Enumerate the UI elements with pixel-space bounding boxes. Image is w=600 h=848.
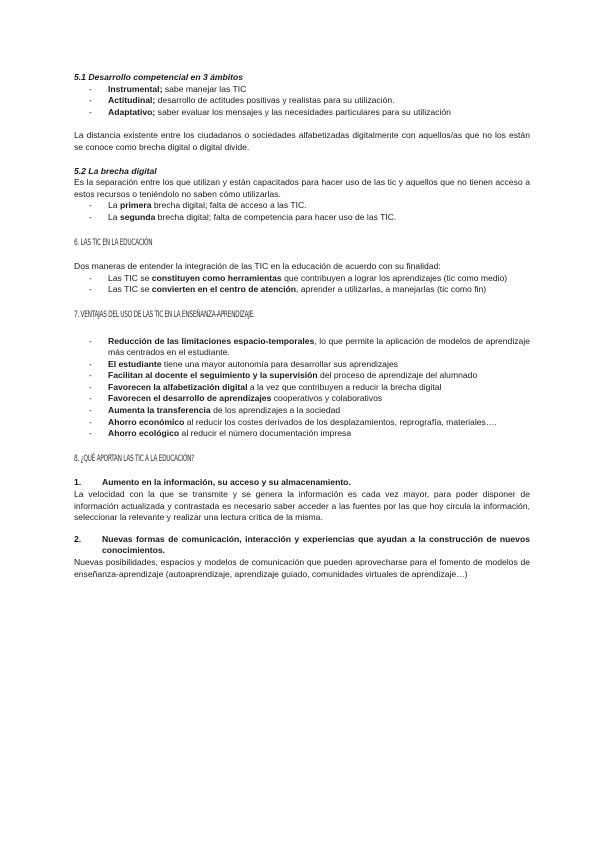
list-item xyxy=(74,212,530,224)
item-text: La xyxy=(108,200,120,211)
ambitos-list xyxy=(74,84,530,119)
item-text: brecha digital; falta de acceso a las TIC. xyxy=(151,200,307,211)
list-item xyxy=(74,107,530,119)
point-number: 1. xyxy=(74,477,82,488)
item-bold: constituyen como herramientas xyxy=(151,272,282,283)
item-text: al reducir el número documentación impresa xyxy=(179,428,352,439)
dash-bullet: - xyxy=(89,416,92,427)
item-bold: Actitudinal; xyxy=(108,95,156,106)
list-item xyxy=(74,336,530,359)
list-item xyxy=(74,428,530,440)
item-text: del proceso de aprendizaje del alumnado xyxy=(317,370,478,381)
dash-bullet: - xyxy=(89,370,92,381)
dash-bullet: - xyxy=(89,200,92,211)
item-text: al reducir los costes derivados de los desplazamientos, reprografía, materiales…. xyxy=(184,416,497,427)
list-item xyxy=(74,284,530,296)
item-text: Las TIC se xyxy=(108,284,152,295)
point-heading-1 xyxy=(74,477,530,489)
item-bold: Ahorro ecológico xyxy=(108,428,180,439)
item-text: tiene una mayor autonomía para desarrollar sus aprendizajes xyxy=(161,358,398,369)
ventajas-list xyxy=(74,336,530,440)
point-heading-2 xyxy=(74,534,530,557)
item-text: de los aprendizajes a la sociedad xyxy=(210,405,341,416)
item-text: a la vez que contribuyen a reducir la brecha digital xyxy=(247,381,442,392)
list-item xyxy=(74,359,530,371)
item-text: sabe manejar las TIC xyxy=(162,83,247,94)
item-text: que contribuyen a lograr los aprendizajes (tic como medio) xyxy=(281,272,508,283)
item-bold: convierten en el centro de atención xyxy=(151,284,297,295)
point-title: Nuevas formas de comunicación, interacción y experiencias que ayudan a la construcción de nuevos conocimientos. xyxy=(102,533,530,556)
item-bold: Ahorro económico xyxy=(108,416,185,427)
list-item xyxy=(74,393,530,405)
item-bold: Facilitan al docente el seguimiento y la supervisión xyxy=(108,370,318,381)
dash-bullet: - xyxy=(89,393,92,404)
section-heading-7: 7. VENTAJAS DEL USO DE LAS TIC EN LA ENSEÑANZA-APRENDIZAJE. xyxy=(74,309,255,320)
dash-bullet: - xyxy=(89,381,92,392)
dash-bullet: - xyxy=(89,211,92,222)
dash-bullet: - xyxy=(89,335,92,346)
item-text: desarrollo de actitudes positivas y realistas para su utilización. xyxy=(155,95,395,106)
item-text: La xyxy=(108,211,120,222)
list-item xyxy=(74,95,530,107)
dash-bullet: - xyxy=(89,428,92,439)
point-title: Aumento en la información, su acceso y su almacenamiento. xyxy=(102,477,351,488)
brecha-list xyxy=(74,200,530,223)
item-bold: segunda xyxy=(119,211,156,222)
section-heading-8: 8. ¿QUÉ APORTAN LAS TIC A LA EDUCACIÓN? xyxy=(74,453,195,464)
paragraph: La distancia existente entre los ciudadanos o sociedades alfabetizadas digitalmente con aquellos/as que no los están se conoce como brecha digital o digital divide. xyxy=(74,130,530,152)
paragraph: Nuevas posibilidades, espacios y modelos de comunicación que pueden aprovecharse para el fomento de modelos de enseñanza-aprendizaje (autoaprendizaje, aprendizaje guiado, comunidades virtuales de aprendizaje…) xyxy=(74,557,530,579)
paragraph: Dos maneras de entender la integración de las TIC en la educación de acuerdo con su finalidad: xyxy=(74,261,441,272)
paragraph: La velocidad con la que se transmite y se genera la información es cada vez mayor, para poder disponer de información actualizada y contrastada es necesario saber acceder a las fuentes por las que hoy circula la información, seleccionar la relevante y realizar una lectura crítica de la misma. xyxy=(74,489,530,523)
item-bold: Reducción de las limitaciones espacio-temporales xyxy=(108,335,315,346)
item-bold: Instrumental; xyxy=(108,83,163,94)
dash-bullet: - xyxy=(89,284,92,295)
item-text: brecha digital; falta de competencia para hacer uso de las TIC. xyxy=(155,211,397,222)
dash-bullet: - xyxy=(89,358,92,369)
item-bold: Aumenta la transferencia xyxy=(108,405,211,416)
section-heading-6: 6. LAS TIC EN LA EDUCACIÓN xyxy=(74,237,153,248)
list-item xyxy=(74,382,530,394)
list-item xyxy=(74,200,530,212)
item-text: cooperativos y colaborativos xyxy=(271,393,383,404)
integracion-list xyxy=(74,273,530,296)
dash-bullet: - xyxy=(89,272,92,283)
item-text: , aprender a utilizarlas, a manejarlas (tic como fin) xyxy=(296,284,487,295)
dash-bullet: - xyxy=(89,106,92,117)
list-item xyxy=(74,273,530,285)
point-number: 2. xyxy=(74,533,82,544)
list-item xyxy=(74,370,530,382)
dash-bullet: - xyxy=(89,405,92,416)
item-text: saber evaluar los mensajes y las necesidades particulares para su utilización xyxy=(155,106,451,117)
item-bold: primera xyxy=(119,200,152,211)
item-bold: Favorecen el desarrollo de aprendizajes xyxy=(108,393,272,404)
document-page xyxy=(74,72,530,580)
list-item xyxy=(74,417,530,429)
paragraph: Es la separación entre los que utilizan y están capacitados para hacer uso de las tic y aquellos que no tienen acceso a estos recursos o teniéndolo no saben cómo utilizarlas. xyxy=(74,177,530,199)
dash-bullet: - xyxy=(89,83,92,94)
dash-bullet: - xyxy=(89,95,92,106)
item-text: Las TIC se xyxy=(108,272,152,283)
item-bold: Adaptativo; xyxy=(108,106,156,117)
subsection-title-5-2: 5.2 La brecha digital xyxy=(74,165,157,176)
list-item xyxy=(74,405,530,417)
item-bold: El estudiante xyxy=(108,358,162,369)
subsection-title-5-1: 5.1 Desarrollo competencial en 3 ámbitos xyxy=(74,72,244,82)
item-bold: Favorecen la alfabetización digital xyxy=(108,381,248,392)
item-text: , lo que permite la aplicación de modelos de aprendizaje más centrados en el estudiante. xyxy=(108,335,531,358)
list-item xyxy=(74,84,530,96)
